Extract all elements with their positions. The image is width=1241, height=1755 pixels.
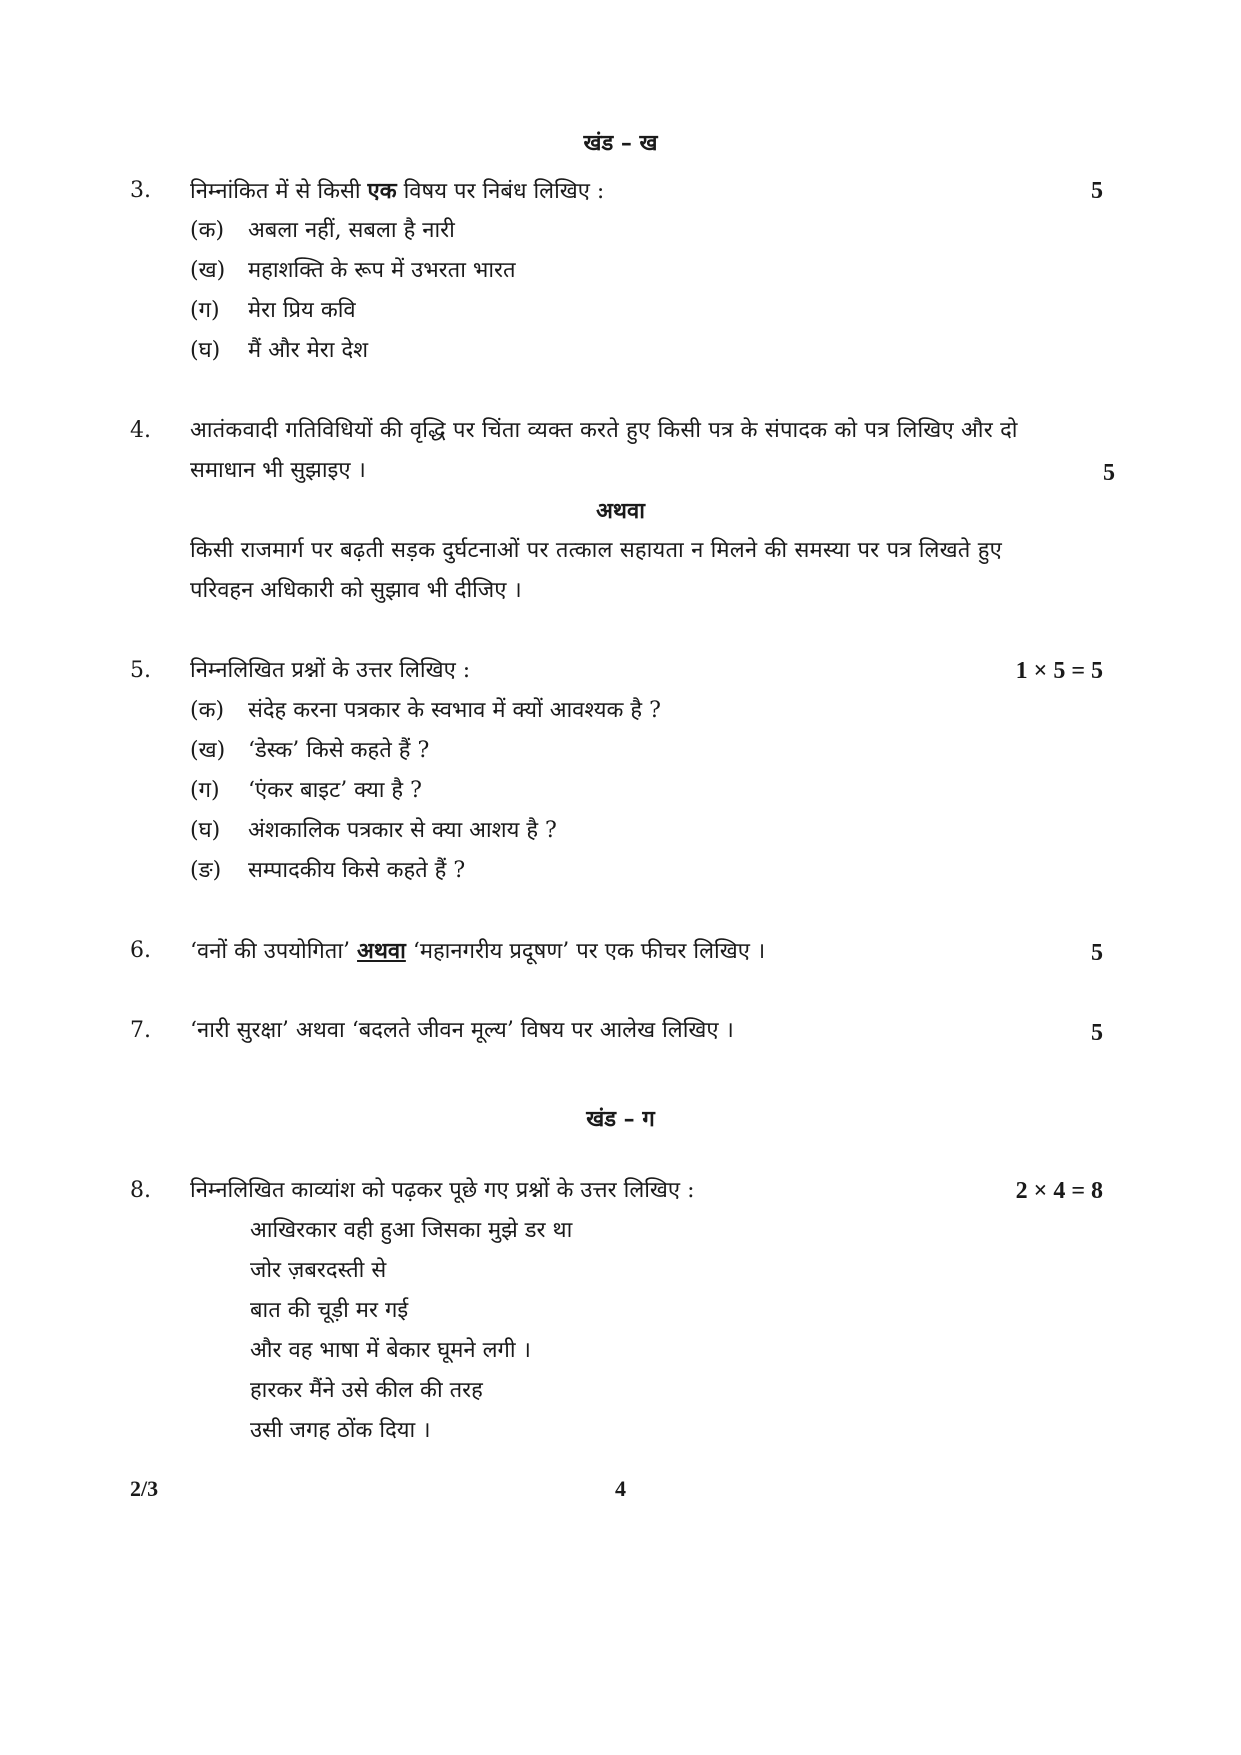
q4-line1: आतंकवादी गतिविधियों की वृद्धि पर चिंता व्यक्त करते हुए किसी पत्र के संपादक को पत्र लिखिए और दो	[190, 418, 1018, 443]
section-b-heading: खंड – ख	[583, 130, 658, 156]
q4-number: 4.	[130, 418, 151, 443]
q4-alt-line1: किसी राजमार्ग पर बढ़ती सड़क दुर्घटनाओं पर तत्काल सहायता न मिलने की समस्या पर पत्र लिखते हुए	[190, 538, 1002, 563]
q3-option-label: (क)	[190, 218, 225, 243]
section-c-heading: खंड – ग	[586, 1106, 655, 1132]
q5-option-text: संदेह करना पत्रकार के स्वभाव में क्यों आवश्यक है ?	[248, 698, 661, 723]
poem-line: उसी जगह ठोंक दिया ।	[250, 1418, 431, 1443]
q5-option-text: ‘एंकर बाइट’ क्या है ?	[248, 778, 422, 803]
q7-text: ‘नारी सुरक्षा’ अथवा ‘बदलते जीवन मूल्य’ विषय पर आलेख लिखिए ।	[190, 1018, 734, 1043]
q3-text-before: निम्नांकित में से किसी	[190, 179, 368, 204]
q8-text: निम्नलिखित काव्यांश को पढ़कर पूछे गए प्रश्नों के उत्तर लिखिए :	[190, 1178, 695, 1203]
q6-number: 6.	[130, 938, 151, 963]
q3-option-label: (ग)	[190, 298, 220, 323]
q5-option-label: (क)	[190, 698, 225, 723]
poem-line: जोर ज़बरदस्ती से	[250, 1258, 387, 1283]
q6-text-or: अथवा	[357, 938, 406, 964]
paper-code: 2/3	[130, 1476, 159, 1501]
poem-line: हारकर मैंने उसे कील की तरह	[250, 1378, 483, 1403]
q3-number: 3.	[130, 178, 151, 203]
q8-number: 8.	[130, 1178, 151, 1203]
q4-line2: समाधान भी सुझाइए ।	[190, 458, 366, 483]
q3-option-text: मैं और मेरा देश	[248, 338, 369, 363]
q5-option-text: ‘डेस्क’ किसे कहते हैं ?	[248, 738, 430, 763]
q5-option-label: (घ)	[190, 818, 221, 843]
q3-option-text: महाशक्ति के रूप में उभरता भारत	[248, 258, 516, 283]
q5-option-label: (ग)	[190, 778, 220, 803]
poem-line: बात की चूड़ी मर गई	[250, 1298, 409, 1323]
q5-option-text: सम्पादकीय किसे कहते हैं ?	[248, 858, 466, 883]
q6-text-before: ‘वनों की उपयोगिता’	[190, 939, 358, 964]
q4-alt-line2: परिवहन अधिकारी को सुझाव भी दीजिए ।	[190, 578, 522, 603]
page-number: 4	[615, 1476, 626, 1501]
q6-text-after: ‘महानगरीय प्रदूषण’ पर एक फीचर लिखिए ।	[405, 939, 766, 964]
q4-or-heading: अथवा	[596, 498, 645, 524]
q4-marks: 5	[1103, 460, 1115, 486]
q3-option-label: (घ)	[190, 338, 221, 363]
q3-text-after: विषय पर निबंध लिखिए :	[396, 179, 605, 204]
q3-text	[190, 176, 604, 207]
q8-marks: 2 × 4 = 8	[1015, 1178, 1103, 1204]
q5-option-text: अंशकालिक पत्रकार से क्या आशय है ?	[248, 818, 557, 843]
q5-option-label: (ख)	[190, 738, 226, 763]
q5-option-label: (ङ)	[190, 858, 222, 883]
q3-option-text: अबला नहीं, सबला है नारी	[248, 218, 455, 243]
q5-number: 5.	[130, 658, 151, 683]
poem-line: आखिरकार वही हुआ जिसका मुझे डर था	[250, 1218, 573, 1243]
q5-marks: 1 × 5 = 5	[1015, 658, 1103, 684]
q3-marks: 5	[1091, 178, 1103, 204]
q7-number: 7.	[130, 1018, 151, 1043]
q5-text: निम्नलिखित प्रश्नों के उत्तर लिखिए :	[190, 658, 471, 683]
q3-option-label: (ख)	[190, 258, 226, 283]
q3-text-bold: एक	[367, 178, 397, 204]
q7-marks: 5	[1091, 1020, 1103, 1046]
q6-marks: 5	[1091, 940, 1103, 966]
q3-option-text: मेरा प्रिय कवि	[248, 298, 356, 323]
poem-line: और वह भाषा में बेकार घूमने लगी ।	[250, 1338, 531, 1363]
q6-text	[190, 936, 765, 967]
